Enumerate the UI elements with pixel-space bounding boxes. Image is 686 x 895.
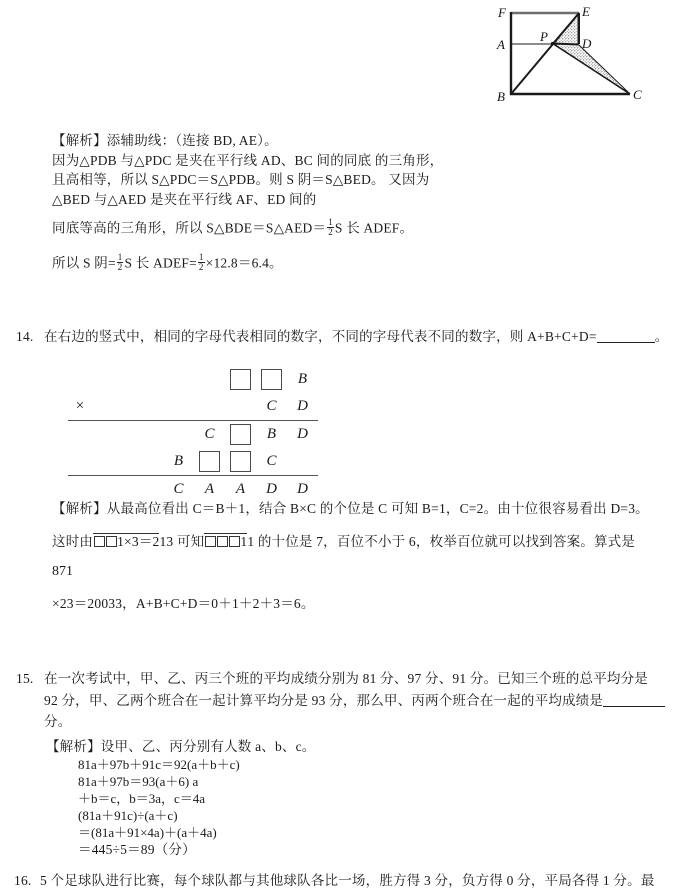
solution13-line-1: 【解析】添辅助线：（连接 BD, AE）。 <box>52 133 278 148</box>
problem-15-answer-blank[interactable] <box>603 694 665 707</box>
vmult-cell-letter-B: B <box>297 371 308 387</box>
multiply-operator: × <box>75 398 85 414</box>
vmult-cell-letter-C: C <box>173 481 184 497</box>
problem-15-statement-line-2 <box>16 694 681 708</box>
problem-15-text-2: 92 分，甲、乙两个班合在一起计算平均分是 93 分，那么甲、丙两个班合在一起的平均成绩是 <box>44 692 604 708</box>
solution15-line-1: 【解析】设甲、乙、丙分别有人数 a、b、c。 <box>46 739 316 754</box>
overline-group-2: 1 <box>204 533 247 549</box>
problem-14-number: 14. <box>16 329 34 344</box>
solution13-line-5-a: 同底等高的三角形，所以 S△BDE＝S△AED＝ <box>52 220 327 236</box>
unknown-digit-box <box>230 424 251 445</box>
figure-label-D: D <box>582 36 592 51</box>
solution14-line-2-c: 13 可知 <box>159 533 205 549</box>
problem-16-number: 16. <box>14 873 32 888</box>
unknown-digit-box <box>230 369 251 390</box>
problem-15-statement-line-3: 分。 <box>44 714 72 729</box>
vmult-row-partial-1 <box>68 421 318 448</box>
solution13-line-6 <box>52 251 652 274</box>
solution13-line-3: 且高相等，所以 S△PDC＝S△PDB。则 S 阴＝S△BED。 又因为 <box>52 172 430 187</box>
unknown-digit-box <box>230 451 251 472</box>
geometry-figure <box>478 2 648 108</box>
solution13-line-6-b: S 长 ADEF= <box>124 255 197 271</box>
vmult-row-multiplicand <box>68 366 318 393</box>
vmult-cell <box>194 366 225 393</box>
figure-label-B: B <box>497 89 505 104</box>
solution14-line-4: ×23＝20033，A+B+C+D＝0＋1＋2＋3＝6。 <box>52 596 315 611</box>
problem-15-statement-line-1 <box>16 672 681 686</box>
vmult-cell <box>225 448 256 475</box>
geometry-figure-svg <box>478 2 648 108</box>
unknown-digit-box <box>261 369 282 390</box>
solution14-line-2-a: 这时由 <box>52 533 94 549</box>
fraction-one-half-3 <box>198 253 205 273</box>
vmult-cell-letter-C: C <box>204 426 215 442</box>
fraction-denominator: 2 <box>198 262 204 273</box>
solution14-line-1: 【解析】从最高位看出 C＝B＋1，结合 B×C 的个位是 C 可知 B=1，C=2。由十位很容易看出 D=3。 <box>52 501 649 516</box>
fraction-denominator: 2 <box>117 262 123 273</box>
vmult-cell <box>163 421 194 448</box>
vmult-cell-letter-C: C <box>266 453 277 469</box>
vmult-cell <box>225 393 256 420</box>
problem-14 <box>16 330 681 344</box>
solution13-line-4: △BED 与△AED 是夹在平行线 AF、ED 间的 <box>52 191 317 207</box>
unknown-digit-box-inline <box>217 536 228 547</box>
unknown-digit-box-inline <box>106 536 117 547</box>
vmult-cell <box>225 421 256 448</box>
solution13-line-5-b: S 长 ADEF。 <box>334 220 414 236</box>
solution15-line-3: 81a＋97b＝93(a＋6) a <box>78 773 199 789</box>
problem-16 <box>14 874 686 888</box>
fraction-numerator: 1 <box>198 251 204 262</box>
vmult-row-total <box>68 476 318 503</box>
vmult-cell-letter-A: A <box>235 481 246 497</box>
problem-15-number: 15. <box>16 671 34 686</box>
fraction-one-half <box>327 218 334 238</box>
figure-label-P: P <box>540 29 548 44</box>
vmult-cell-letter-C: C <box>266 398 277 414</box>
fraction-numerator: 1 <box>117 251 123 262</box>
solution15-line-4: ＋b＝c，b＝3a，c＝4a <box>78 790 206 806</box>
vmult-cell <box>194 393 225 420</box>
problem-14-answer-blank[interactable] <box>597 330 655 343</box>
overline-group-1 <box>93 533 159 549</box>
vmult-row-partial-2 <box>68 448 318 475</box>
vmult-cell-letter-A: A <box>204 481 215 497</box>
solution14-line-2-d: 1 的十位是 7，百位不小于 6，枚举百位就可以找到答案。算式是 <box>247 533 636 549</box>
problem-14-text-end: 。 <box>654 329 669 344</box>
unknown-digit-box-inline <box>94 536 105 547</box>
vmult-cell <box>225 366 256 393</box>
solution13-line-5 <box>52 219 652 239</box>
solution-block-14 <box>52 502 686 611</box>
vmult-cell <box>287 448 318 475</box>
vmult-cell-letter-B: B <box>266 426 277 442</box>
unknown-digit-box-inline <box>205 536 216 547</box>
solution-block-13 <box>52 134 652 274</box>
solution14-line-3: 871 <box>52 564 73 579</box>
solution15-line-6: ＝(81a＋91×4a)＋(a＋4a) <box>78 824 217 840</box>
vertical-multiplication <box>68 366 318 503</box>
fraction-numerator: 1 <box>328 217 333 227</box>
vmult-cell <box>163 366 194 393</box>
vmult-cell-letter-B: B <box>173 453 184 469</box>
vmult-row-multiplier <box>68 393 318 420</box>
vmult-cell <box>256 366 287 393</box>
vmult-cell-letter-D: D <box>297 481 308 497</box>
fraction-denominator: 2 <box>328 227 333 238</box>
vmult-cell <box>194 448 225 475</box>
figure-label-F: F <box>498 5 506 20</box>
unknown-digit-box <box>199 451 220 472</box>
solution15-line-2: 81a＋97b＋91c＝92(a＋b＋c) <box>78 756 240 772</box>
problem-14-text: 在右边的竖式中，相同的字母代表相同的数字，不同的字母代表不同的数字，则 A+B+C+D= <box>44 329 597 344</box>
problem-15-text-1: 在一次考试中，甲、乙、丙三个班的平均成绩分别为 81 分、97 分、91 分。已知三个班的总平均分是 <box>44 671 648 686</box>
vmult-cell-letter-D: D <box>297 398 308 414</box>
solution15-line-7: ＝445÷5＝89（分） <box>78 841 196 857</box>
unknown-digit-box-inline <box>229 536 240 547</box>
solution13-line-6-c: ×12.8＝6.4。 <box>205 255 283 271</box>
solution14-line-2 <box>52 533 686 549</box>
solution13-line-6-a: 所以 S 阴= <box>52 255 116 271</box>
solution15-line-5: (81a＋91c)÷(a＋c) <box>78 807 178 823</box>
solution14-line-2-b: 1×3＝2 <box>117 533 160 549</box>
problem-15 <box>16 672 681 729</box>
solution13-line-2: 因为△PDB 与△PDC 是夹在平行线 AD、BC 间的同底 的三角形， <box>52 152 444 168</box>
solution-block-15 <box>46 740 666 856</box>
fraction-one-half-2 <box>117 253 124 273</box>
figure-label-A: A <box>497 37 505 52</box>
problem-16-text: 5 个足球队进行比赛，每个球队都与其他球队各比一场，胜方得 3 分，负方得 0 分，平局各得 1 分。最 <box>40 873 655 888</box>
problem-16-statement <box>14 874 686 888</box>
figure-label-C: C <box>633 87 642 102</box>
problem-14-statement <box>16 330 681 344</box>
figure-label-E: E <box>582 4 590 19</box>
vmult-cell-letter-D: D <box>297 426 308 442</box>
vmult-cell-letter-D: D <box>266 481 277 497</box>
